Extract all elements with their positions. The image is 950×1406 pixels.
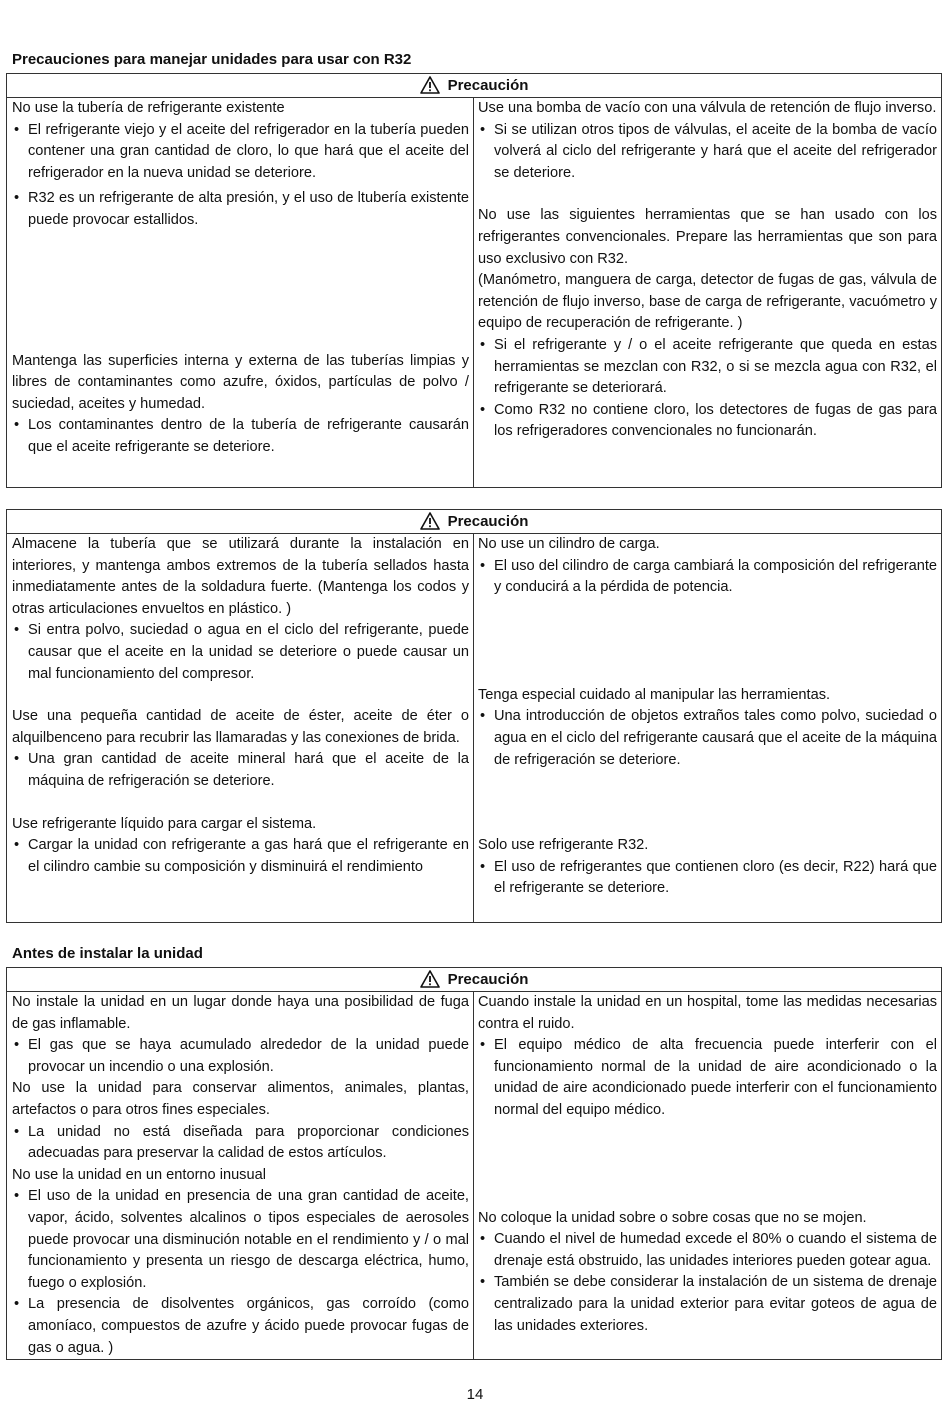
panel1-right-column [474, 98, 941, 488]
page-number: 14 [466, 1386, 484, 1403]
item-title: Use una pequeña cantidad de aceite de éster, aceite de éter o alquilbenceno para recubrir las llamaradas y las conexiones de brida. [12, 708, 469, 746]
bullet: • Como R32 no contiene cloro, los detectores de fugas de gas para los refrigeradores convencionales no funcionarán. [480, 401, 937, 440]
caution-header [7, 510, 941, 534]
item-no-existing-piping [12, 98, 469, 232]
panel3-right-column [474, 992, 941, 1360]
caution-label: Precaución [447, 971, 529, 988]
bullet: • Cargar la unidad con refrigerante a gas hará que el refrigerante en el cilindro cambie su composición y disminuirá el rendimiento [14, 837, 469, 875]
item-clean-pipes [12, 351, 469, 459]
bullet: • El refrigerante viejo y el aceite del refrigerador en la tubería pueden contener una gran cantidad de cloro, lo que hará que el aceite del refrigerador en la nueva unidad se deteriore. [14, 121, 469, 181]
item-title: No instale la unidad en un lugar donde haya una posibilidad de fuga de gas inflamable. [12, 994, 469, 1032]
panel1-left-column [7, 98, 474, 488]
item-title: No use un cilindro de carga. [478, 536, 660, 552]
bullet: • La unidad no está diseñada para proporcionar condiciones adecuadas para preservar la calidad de estos artículos. [14, 1123, 469, 1162]
bullet: • El uso de refrigerantes que contienen cloro (es decir, R22) hará que el refrigerante se deteriore. [480, 858, 937, 897]
item-title: No coloque la unidad sobre o sobre cosas que no se mojen. [478, 1209, 867, 1226]
caution-header [7, 74, 941, 98]
item-title: Almacene la tubería que se utilizará durante la instalación en interiores, y mantenga ambos extremos de la tubería sellados hasta inmediatamente antes de la soldadura fuerte. (Mantenga los codos y otras articulaciones envueltos en plástico. ) [12, 536, 469, 617]
item-title: Use una bomba de vacío con una válvula de retención de flujo inverso. [478, 100, 937, 116]
item-handle-tools [478, 685, 937, 771]
bullet: • También se debe considerar la instalación de un sistema de drenaje centralizado para la unidad exterior para evitar goteos de agua de las unidades exteriores. [480, 1274, 937, 1334]
item-water-sensitive [478, 1208, 937, 1338]
item-title: Mantenga las superficies interna y externa de las tuberías limpias y libres de contaminantes como azufre, óxidos, partículas de polvo / suciedad, aceites y humedad. [12, 352, 469, 412]
item-title: No use la unidad en un entorno inusual [12, 1166, 266, 1183]
item-unusual-environment [12, 1165, 469, 1359]
warning-triangle-icon [420, 512, 440, 530]
item-title: No use la tubería de refrigerante existente [12, 100, 285, 116]
bullet: • Si se utilizan otros tipos de válvulas, el aceite de la bomba de vacío volverá al ciclo del refrigerante y hará que el aceite del refrigerador se deteriore. [480, 121, 937, 181]
bullet: • Los contaminantes dentro de la tubería de refrigerante causarán que el aceite refrigerante se deteriore. [14, 417, 469, 455]
warning-triangle-icon [420, 76, 440, 94]
item-hospital-noise [478, 992, 937, 1122]
item-no-charging-cylinder [478, 534, 937, 599]
bullet: • R32 es un refrigerante de alta presión, y el uso de ltubería existente puede provocar estallidos. [14, 190, 469, 228]
item-title: Use refrigerante líquido para cargar el sistema. [12, 815, 317, 832]
item-title: Tenga especial cuidado al manipular las herramientas. [478, 686, 831, 703]
bullet: • Una gran cantidad de aceite mineral hará que el aceite de la máquina de refrigeración se deteriore. [14, 751, 469, 789]
item-store-piping [12, 534, 469, 685]
bullet: • La presencia de disolventes orgánicos, gas corroído (como amoníaco, compuestos de azufre y ácido puede provocar fugas de gas o agua. ) [14, 1296, 469, 1356]
item-vacuum-pump [478, 98, 937, 184]
panel3-left-column [7, 992, 474, 1360]
warning-triangle-icon [420, 970, 440, 988]
caution-panel-r32-handling [6, 73, 942, 488]
item-special-purposes [12, 1078, 469, 1164]
bullet: • Si entra polvo, suciedad o agua en el ciclo del refrigerante, puede causar que el aceite en la unidad se deteriore o puede causar un mal funcionamiento del compresor. [14, 622, 469, 682]
item-title: Cuando instale la unidad en un hospital, tome las medidas necesarias contra el ruido. [478, 994, 937, 1032]
item-liquid-refrigerant [12, 814, 469, 879]
section-heading-r32: Precauciones para manejar unidades para usar con R32 [12, 51, 412, 68]
caution-panel-before-install [6, 967, 942, 1360]
caution-header [7, 968, 941, 992]
bullet: • El equipo médico de alta frecuencia puede interferir con el funcionamiento normal de la unidad de aire acondicionado o la unidad de aire acondicionado puede interferir con el funcionamiento normal del equipo médico. [480, 1037, 937, 1118]
item-dedicated-tools [478, 205, 937, 443]
item-title: No use las siguientes herramientas que se han usado con los refrigerantes convencionales. Prepare las herramientas que son para uso exclusivo con R32. [478, 207, 937, 267]
bullet: • El gas que se haya acumulado alrededor de la unidad puede provocar un incendio o una explosión. [14, 1037, 469, 1075]
bullet: • Una introducción de objetos extraños tales como polvo, suciedad o agua en el ciclo del refrigerante causará que el aceite de la máquina de refrigeración se deteriore. [480, 708, 937, 768]
caution-label: Precaución [447, 513, 529, 530]
bullet: • El uso del cilindro de carga cambiará la composición del refrigerante y conducirá a la pérdida de potencia. [480, 557, 937, 596]
bullet: • Si el refrigerante y / o el aceite refrigerante que queda en estas herramientas se mezclan con R32, o si se mezcla agua con R32, el refrigerante se deteriorará. [480, 336, 937, 397]
item-flammable-gas [12, 992, 469, 1078]
panel2-right-column [474, 534, 941, 923]
bullet: • El uso de la unidad en presencia de una gran cantidad de aceite, vapor, ácido, solventes alcalinos o tipos especiales de aerosoles puede provocar una disminución notable en el rendimiento y / o mal funcionamiento y presenta un riesgo de descarga eléctrica, humo, fuego o explosión. [14, 1188, 469, 1291]
item-ester-oil [12, 706, 469, 792]
bullet: • Cuando el nivel de humedad excede el 80% o cuando el sistema de drenaje está obstruido, las unidades interiores pueden gotear agua. [480, 1231, 937, 1269]
item-title: Solo use refrigerante R32. [478, 837, 649, 854]
caution-panel-piping-storage [6, 509, 942, 923]
tool-list: (Manómetro, manguera de carga, detector de fugas de gas, válvula de retención de flujo inverso, base de carga de refrigerante, vacuómetro y equipo de recuperación de refrigerante. ) [478, 272, 937, 332]
item-only-r32 [478, 835, 937, 900]
panel2-left-column [7, 534, 474, 923]
item-title: No use la unidad para conservar alimentos, animales, plantas, artefactos o para otros fines especiales. [12, 1080, 469, 1118]
section-heading-before-install: Antes de instalar la unidad [12, 945, 203, 962]
caution-label: Precaución [447, 77, 529, 94]
